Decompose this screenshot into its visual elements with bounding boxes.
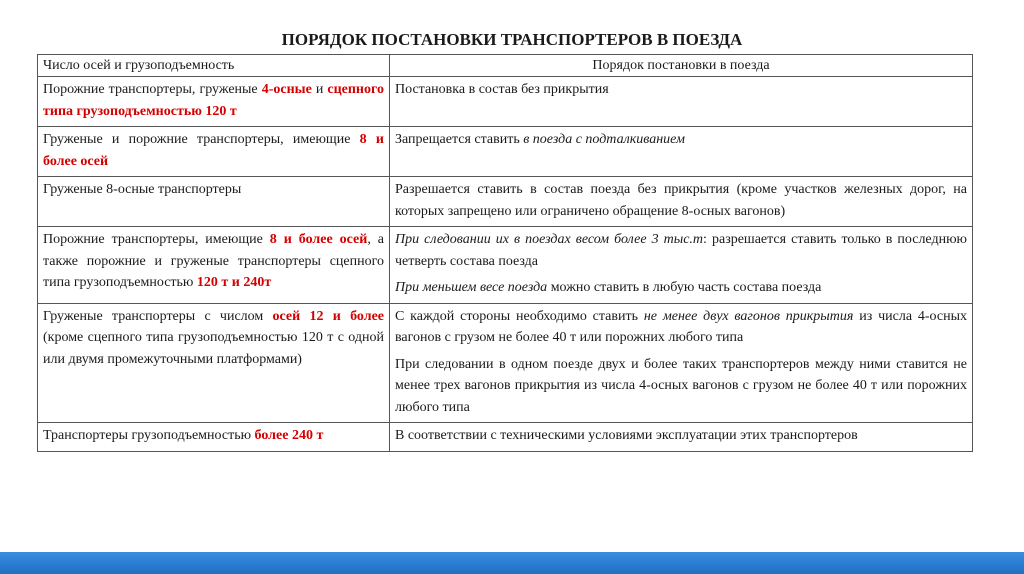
cell-text: Груженые и порожние транспортеры, имеющие: [43, 132, 360, 147]
axles-capacity-cell: [38, 127, 390, 177]
cell-text: , а также порожние и груженые транспортеры сцепного типа грузоподъемностью: [43, 232, 384, 290]
cell-text: Постановка в состав без прикрытия: [395, 82, 609, 97]
highlighted-text: более 240 т: [254, 428, 324, 443]
highlighted-text: 8 и более осей: [269, 232, 368, 247]
placement-paragraph: [395, 354, 967, 419]
table-row: [38, 177, 973, 227]
table-row: [38, 423, 973, 452]
axles-capacity-cell: [38, 227, 390, 304]
cell-text: Порожние транспортеры, груженые: [43, 82, 262, 97]
highlighted-text: осей 12 и более: [272, 308, 385, 324]
placement-paragraph: [395, 79, 967, 101]
cell-text: Груженые транспортеры с числом: [43, 308, 273, 324]
cell-text: из числа 4-осных вагонов с грузом не более 40 т или порожних любого типа: [395, 308, 967, 345]
cell-text: При следовании в одном поезде двух и более таких транспортеров между ними ставится не менее трех вагонов прикрытия из числа 4-осных вагонов с грузом не более 40 т или порожних любого типа: [395, 356, 967, 415]
placement-order-cell: [390, 303, 973, 423]
placement-order-cell: [390, 127, 973, 177]
cell-text: Транспортеры грузоподъемностью: [43, 428, 255, 443]
cell-text: С каждой стороны необходимо ставить: [395, 308, 644, 324]
placement-paragraph: [395, 179, 967, 222]
highlighted-text: 4-осные: [261, 82, 312, 97]
table-body: [38, 77, 973, 452]
italic-text: При следовании их в поездах весом более 3 тыс.т: [395, 232, 704, 247]
placement-paragraph: [395, 129, 967, 151]
cell-text: В соответствии с техническими условиями эксплуатации этих транспортеров: [395, 428, 858, 443]
placement-order-cell: [390, 227, 973, 304]
axles-capacity-cell: [38, 177, 390, 227]
table-row: [38, 77, 973, 127]
table-row: [38, 227, 973, 304]
header-axles-capacity: Число осей и грузоподъемность: [38, 55, 390, 77]
italic-text: не менее двух вагонов прикрытия: [643, 308, 854, 324]
axles-capacity-cell: [38, 77, 390, 127]
table-header-row: [38, 55, 973, 77]
cell-text: : разрешается ставить только в последнюю четверть состава поезда: [395, 232, 967, 269]
italic-text: При меньшем весе поезда: [395, 280, 548, 295]
placement-paragraph: [395, 425, 967, 447]
axles-capacity-cell: [38, 303, 390, 423]
placement-order-cell: [390, 423, 973, 452]
cell-text: Запрещается ставить: [395, 132, 524, 147]
placement-paragraph: [395, 306, 967, 349]
table-row: [38, 303, 973, 423]
highlighted-text: сцепного типа грузоподъемностью 120 т: [43, 82, 385, 119]
placement-order-cell: [390, 77, 973, 127]
cell-text: Порожние транспортеры, имеющие: [43, 232, 270, 247]
placement-rules-table: [37, 54, 973, 452]
slide-title: ПОРЯДОК ПОСТАНОВКИ ТРАНСПОРТЕРОВ В ПОЕЗДА: [281, 30, 743, 49]
italic-text: в поезда с подталкиванием: [523, 132, 685, 147]
cell-text: и: [311, 82, 328, 97]
header-placement-order: Порядок постановки в поезда: [390, 55, 973, 77]
cell-text: Разрешается ставить в состав поезда без прикрытия (кроме участков железных дорог, на которых запрещено или ограничено обращение 8-осных вагонов): [395, 182, 967, 219]
placement-order-cell: [390, 177, 973, 227]
table-row: [38, 127, 973, 177]
cell-text: Груженые 8-осные транспортеры: [43, 182, 242, 197]
highlighted-text: 8 и более осей: [43, 132, 384, 169]
placement-paragraph: [395, 277, 967, 299]
footer-bar: [0, 552, 1024, 574]
highlighted-text: 120 т и 240т: [196, 275, 272, 290]
placement-paragraph: [395, 229, 967, 272]
axles-capacity-cell: [38, 423, 390, 452]
cell-text: можно ставить в любую часть состава поезда: [547, 280, 822, 295]
cell-text: (кроме сцепного типа грузоподъемностью 120 т с одной или двумя промежуточными платформами): [43, 330, 384, 367]
